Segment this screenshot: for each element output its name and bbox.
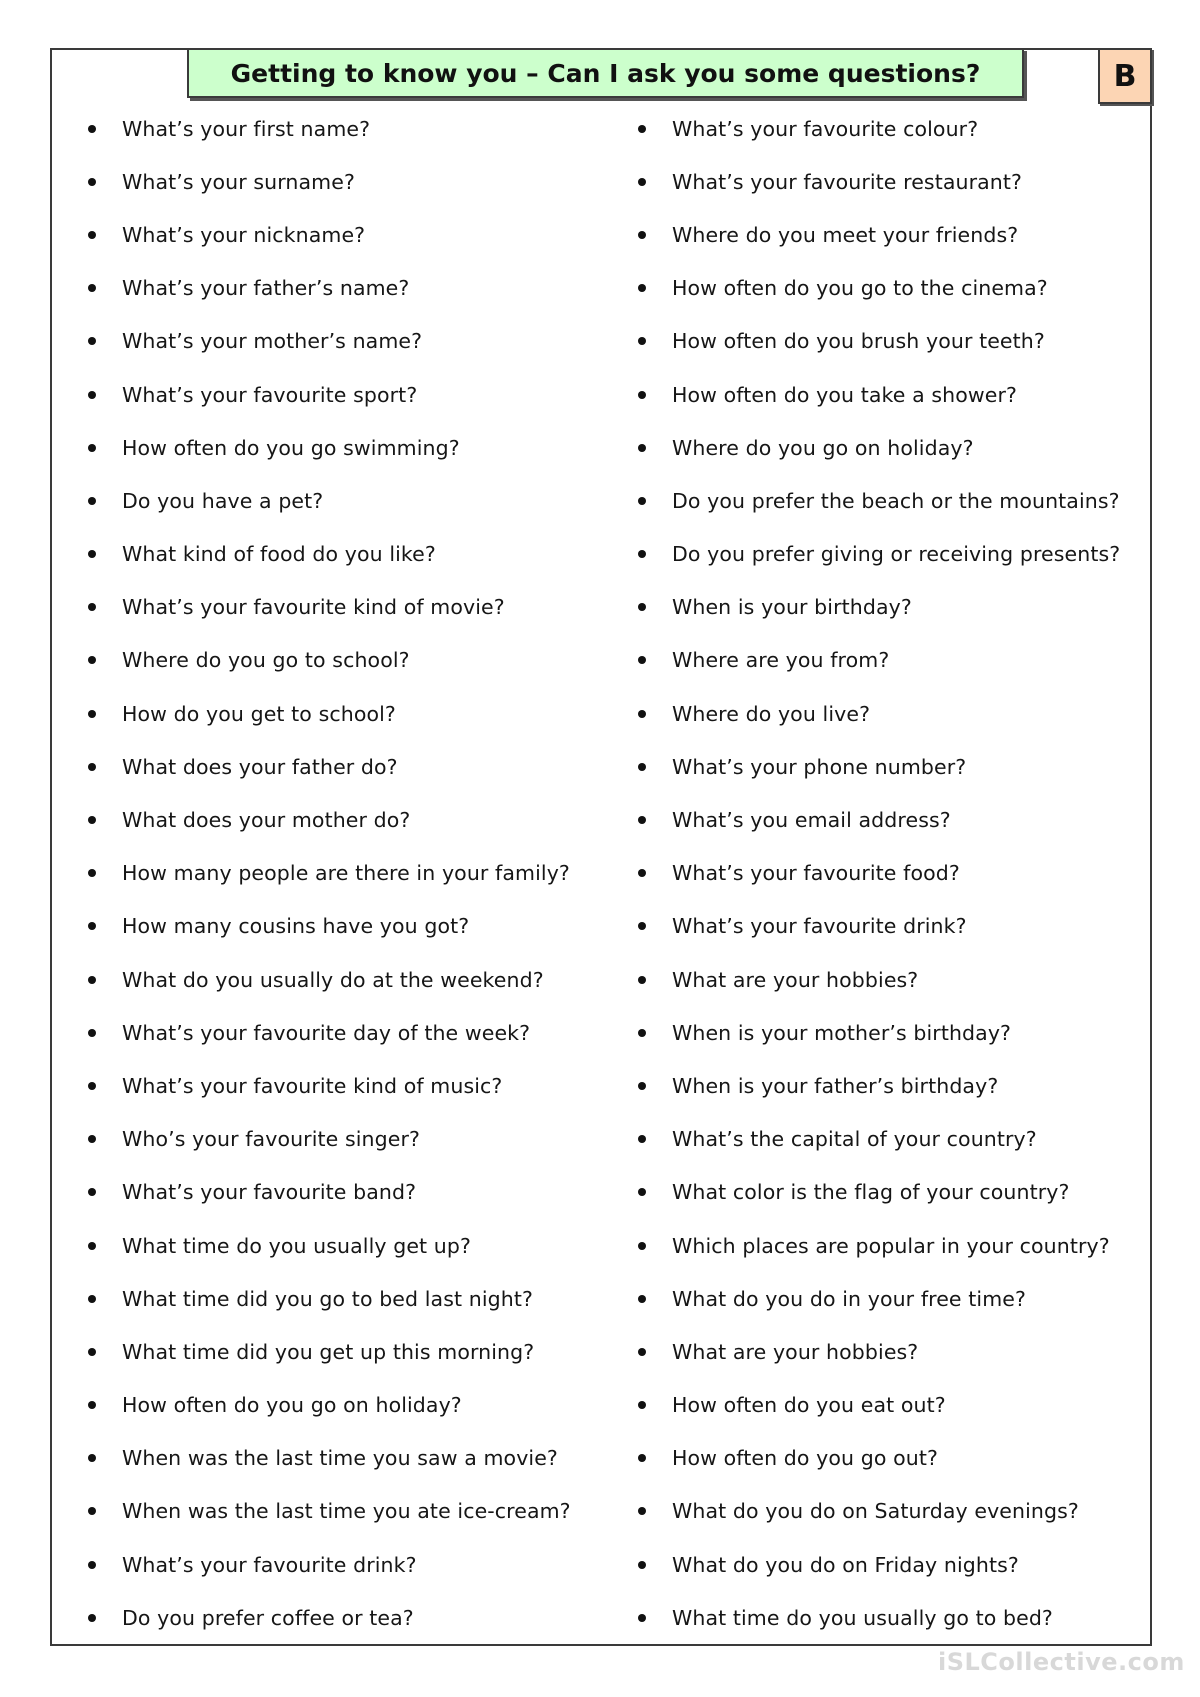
question-text: Do you prefer coffee or tea?	[122, 1605, 414, 1630]
bullet-icon	[638, 976, 646, 984]
question-item	[632, 1538, 1152, 1591]
bullet-icon	[638, 550, 646, 558]
question-item	[82, 102, 622, 155]
question-text: What does your father do?	[122, 754, 398, 779]
bullet-icon	[88, 1242, 96, 1250]
question-item	[632, 1432, 1152, 1485]
question-text: Where do you live?	[672, 701, 871, 726]
question-text: What’s your favourite drink?	[672, 914, 967, 939]
question-text: What’s you email address?	[672, 808, 951, 833]
watermark: iSLCollective.com	[938, 1648, 1185, 1676]
bullet-icon	[638, 391, 646, 399]
bullet-icon	[638, 231, 646, 239]
question-text: How often do you eat out?	[672, 1393, 946, 1418]
question-item	[632, 528, 1152, 581]
question-text: What’s your first name?	[122, 116, 371, 141]
question-item	[82, 1591, 622, 1644]
question-item	[82, 528, 622, 581]
question-text: Which places are popular in your country?	[672, 1233, 1110, 1258]
question-text: What’s your favourite kind of movie?	[122, 595, 505, 620]
question-item	[82, 1006, 622, 1059]
version-badge	[1098, 48, 1152, 104]
question-text: What do you do in your free time?	[672, 1286, 1026, 1311]
question-item	[632, 634, 1152, 687]
question-item	[632, 102, 1152, 155]
question-text: What’s your father’s name?	[122, 276, 410, 301]
question-text: What’s the capital of your country?	[672, 1127, 1037, 1152]
question-item	[82, 900, 622, 953]
question-item	[632, 953, 1152, 1006]
question-text: When is your father’s birthday?	[672, 1073, 999, 1098]
bullet-icon	[638, 1348, 646, 1356]
question-item	[82, 474, 622, 527]
question-item	[632, 1219, 1152, 1272]
question-text: Do you prefer the beach or the mountains?	[672, 488, 1120, 513]
bullet-icon	[638, 1614, 646, 1622]
question-item	[632, 1166, 1152, 1219]
question-text: How often do you go swimming?	[122, 435, 460, 460]
bullet-icon	[638, 1295, 646, 1303]
question-text: What’s your favourite colour?	[672, 116, 979, 141]
question-item	[82, 155, 622, 208]
question-item	[82, 1113, 622, 1166]
question-text: When was the last time you saw a movie?	[122, 1446, 558, 1471]
question-item	[82, 1485, 622, 1538]
question-text: When was the last time you ate ice-cream?	[122, 1499, 571, 1524]
question-item	[632, 421, 1152, 474]
question-text: How often do you go out?	[672, 1446, 938, 1471]
bullet-icon	[638, 656, 646, 664]
bullet-icon	[638, 497, 646, 505]
question-item	[632, 1591, 1152, 1644]
bullet-icon	[638, 1507, 646, 1515]
version-badge-letter: B	[1113, 58, 1137, 94]
question-text: What color is the flag of your country?	[672, 1180, 1070, 1205]
question-text: What time did you get up this morning?	[122, 1339, 535, 1364]
bullet-icon	[88, 550, 96, 558]
question-item	[82, 740, 622, 793]
bullet-icon	[638, 1242, 646, 1250]
bullet-icon	[638, 1454, 646, 1462]
question-text: What kind of food do you like?	[122, 542, 436, 567]
bullet-icon	[88, 1614, 96, 1622]
question-text: What’s your favourite day of the week?	[122, 1020, 531, 1045]
bullet-icon	[638, 444, 646, 452]
question-text: How do you get to school?	[122, 701, 396, 726]
question-item	[632, 740, 1152, 793]
bullet-icon	[88, 391, 96, 399]
bullet-icon	[88, 1029, 96, 1037]
bullet-icon	[88, 178, 96, 186]
question-item	[632, 315, 1152, 368]
question-text: What’s your favourite kind of music?	[122, 1073, 503, 1098]
bullet-icon	[638, 816, 646, 824]
bullet-icon	[88, 1082, 96, 1090]
bullet-icon	[638, 922, 646, 930]
question-item	[82, 1379, 622, 1432]
bullet-icon	[638, 337, 646, 345]
question-text: Do you have a pet?	[122, 488, 324, 513]
bullet-icon	[88, 976, 96, 984]
question-text: Where do you meet your friends?	[672, 222, 1019, 247]
question-text: What’s your favourite food?	[672, 861, 960, 886]
question-text: How often do you take a shower?	[672, 382, 1018, 407]
bullet-icon	[88, 125, 96, 133]
bullet-icon	[88, 603, 96, 611]
question-text: What’s your nickname?	[122, 222, 366, 247]
question-text: What time do you usually get up?	[122, 1233, 471, 1258]
question-text: When is your birthday?	[672, 595, 912, 620]
bullet-icon	[88, 1561, 96, 1569]
bullet-icon	[88, 656, 96, 664]
question-text: Where do you go to school?	[122, 648, 410, 673]
question-item	[632, 1059, 1152, 1112]
bullet-icon	[88, 816, 96, 824]
question-item	[82, 793, 622, 846]
question-item	[632, 1379, 1152, 1432]
question-text: What do you usually do at the weekend?	[122, 967, 544, 992]
question-text: What does your mother do?	[122, 808, 411, 833]
bullet-icon	[88, 1401, 96, 1409]
question-text: What’s your mother’s name?	[122, 329, 423, 354]
bullet-icon	[88, 922, 96, 930]
question-item	[82, 262, 622, 315]
bullet-icon	[88, 284, 96, 292]
question-item	[632, 368, 1152, 421]
question-item	[632, 1485, 1152, 1538]
question-item	[82, 687, 622, 740]
question-item	[82, 1325, 622, 1378]
question-text: Where are you from?	[672, 648, 890, 673]
bullet-icon	[88, 869, 96, 877]
question-item	[632, 687, 1152, 740]
question-item	[632, 581, 1152, 634]
question-item	[82, 1432, 622, 1485]
bullet-icon	[638, 710, 646, 718]
bullet-icon	[88, 231, 96, 239]
bullet-icon	[88, 444, 96, 452]
question-item	[632, 208, 1152, 261]
question-item	[632, 1325, 1152, 1378]
question-item	[82, 953, 622, 1006]
question-text: Do you prefer giving or receiving presents?	[672, 542, 1121, 567]
question-item	[82, 368, 622, 421]
question-text: What time do you usually go to bed?	[672, 1605, 1053, 1630]
question-item	[632, 262, 1152, 315]
bullet-icon	[638, 869, 646, 877]
bullet-icon	[638, 125, 646, 133]
question-text: What’s your favourite restaurant?	[672, 169, 1022, 194]
question-item	[82, 847, 622, 900]
question-item	[632, 1272, 1152, 1325]
bullet-icon	[638, 1561, 646, 1569]
bullet-icon	[638, 1188, 646, 1196]
question-item	[82, 1059, 622, 1112]
question-text: What are your hobbies?	[672, 967, 919, 992]
question-item	[632, 1113, 1152, 1166]
bullet-icon	[88, 1295, 96, 1303]
question-text: What are your hobbies?	[672, 1339, 919, 1364]
bullet-icon	[638, 1401, 646, 1409]
question-list-right	[632, 102, 1152, 1644]
question-item	[82, 1272, 622, 1325]
question-item	[82, 634, 622, 687]
bullet-icon	[638, 763, 646, 771]
question-text: How often do you brush your teeth?	[672, 329, 1045, 354]
bullet-icon	[638, 1029, 646, 1037]
question-item	[632, 847, 1152, 900]
bullet-icon	[88, 1135, 96, 1143]
question-item	[82, 421, 622, 474]
question-text: How often do you go on holiday?	[122, 1393, 462, 1418]
question-text: What’s your favourite drink?	[122, 1552, 417, 1577]
question-item	[82, 1219, 622, 1272]
question-text: What do you do on Friday nights?	[672, 1552, 1019, 1577]
question-item	[632, 793, 1152, 846]
bullet-icon	[88, 710, 96, 718]
question-list-left	[82, 102, 622, 1644]
bullet-icon	[88, 337, 96, 345]
question-item	[82, 1166, 622, 1219]
question-text: What do you do on Saturday evenings?	[672, 1499, 1079, 1524]
question-text: What time did you go to bed last night?	[122, 1286, 533, 1311]
worksheet-title	[187, 48, 1024, 98]
bullet-icon	[88, 497, 96, 505]
question-text: When is your mother’s birthday?	[672, 1020, 1012, 1045]
bullet-icon	[88, 1454, 96, 1462]
bullet-icon	[638, 178, 646, 186]
bullet-icon	[638, 284, 646, 292]
bullet-icon	[88, 1348, 96, 1356]
question-item	[82, 581, 622, 634]
question-text: How many cousins have you got?	[122, 914, 470, 939]
question-item	[82, 315, 622, 368]
question-text: What’s your favourite band?	[122, 1180, 417, 1205]
question-text: What’s your phone number?	[672, 754, 967, 779]
question-text: Who’s your favourite singer?	[122, 1127, 420, 1152]
bullet-icon	[638, 1135, 646, 1143]
bullet-icon	[88, 1188, 96, 1196]
bullet-icon	[638, 603, 646, 611]
question-item	[82, 208, 622, 261]
question-item	[632, 155, 1152, 208]
question-item	[632, 900, 1152, 953]
bullet-icon	[88, 763, 96, 771]
question-text: What’s your favourite sport?	[122, 382, 418, 407]
question-text: How often do you go to the cinema?	[672, 276, 1048, 301]
question-text: How many people are there in your family?	[122, 861, 570, 886]
question-item	[82, 1538, 622, 1591]
question-item	[632, 474, 1152, 527]
question-text: Where do you go on holiday?	[672, 435, 974, 460]
question-item	[632, 1006, 1152, 1059]
worksheet-title-text: Getting to know you – Can I ask you some questions?	[230, 58, 981, 88]
bullet-icon	[638, 1082, 646, 1090]
bullet-icon	[88, 1507, 96, 1515]
question-text: What’s your surname?	[122, 169, 355, 194]
